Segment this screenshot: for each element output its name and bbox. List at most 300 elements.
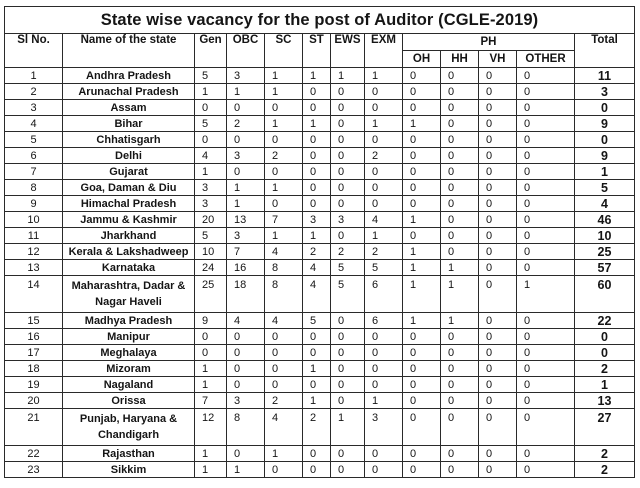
cell-obc: 0 — [227, 329, 265, 345]
cell-total: 9 — [575, 116, 635, 132]
cell-total: 2 — [575, 446, 635, 462]
cell-obc: 3 — [227, 148, 265, 164]
cell-total: 25 — [575, 244, 635, 260]
cell-st: 1 — [303, 393, 331, 409]
cell-state: Himachal Pradesh — [63, 196, 195, 212]
cell-exm: 1 — [365, 393, 403, 409]
cell-sl: 20 — [5, 393, 63, 409]
cell-oh: 0 — [403, 329, 441, 345]
cell-total: 1 — [575, 164, 635, 180]
header-obc: OBC — [227, 34, 265, 68]
cell-other: 0 — [517, 244, 575, 260]
cell-state: Gujarat — [63, 164, 195, 180]
cell-gen: 0 — [195, 100, 227, 116]
cell-vh: 0 — [479, 196, 517, 212]
cell-ews: 0 — [331, 377, 365, 393]
cell-vh: 0 — [479, 180, 517, 196]
cell-hh: 0 — [441, 196, 479, 212]
cell-oh: 0 — [403, 132, 441, 148]
header-total: Total — [575, 34, 635, 68]
cell-obc: 0 — [227, 446, 265, 462]
cell-vh: 0 — [479, 164, 517, 180]
cell-other: 0 — [517, 377, 575, 393]
cell-ews: 0 — [331, 345, 365, 361]
cell-hh: 0 — [441, 462, 479, 478]
cell-oh: 0 — [403, 377, 441, 393]
cell-hh: 0 — [441, 244, 479, 260]
cell-st: 0 — [303, 180, 331, 196]
cell-obc: 0 — [227, 377, 265, 393]
table-row — [5, 132, 635, 148]
cell-exm: 1 — [365, 68, 403, 84]
cell-ews: 0 — [331, 329, 365, 345]
cell-other: 0 — [517, 68, 575, 84]
cell-st: 1 — [303, 116, 331, 132]
cell-st: 0 — [303, 148, 331, 164]
header-ews: EWS — [331, 34, 365, 68]
cell-ews: 0 — [331, 148, 365, 164]
cell-exm: 0 — [365, 462, 403, 478]
cell-obc: 1 — [227, 462, 265, 478]
cell-hh: 0 — [441, 329, 479, 345]
table-row — [5, 100, 635, 116]
table-row — [5, 148, 635, 164]
cell-state: Kerala & Lakshadweep — [63, 244, 195, 260]
cell-gen: 3 — [195, 196, 227, 212]
cell-other: 0 — [517, 409, 575, 446]
cell-vh: 0 — [479, 84, 517, 100]
cell-sl: 8 — [5, 180, 63, 196]
table-row — [5, 329, 635, 345]
cell-exm: 0 — [365, 180, 403, 196]
cell-total: 9 — [575, 148, 635, 164]
cell-sc: 4 — [265, 409, 303, 446]
cell-exm: 2 — [365, 148, 403, 164]
cell-state: Meghalaya — [63, 345, 195, 361]
table-row — [5, 409, 635, 446]
cell-hh: 0 — [441, 409, 479, 446]
cell-sc: 0 — [265, 377, 303, 393]
cell-vh: 0 — [479, 313, 517, 329]
cell-vh: 0 — [479, 244, 517, 260]
cell-total: 0 — [575, 345, 635, 361]
cell-state: Sikkim — [63, 462, 195, 478]
cell-st: 0 — [303, 164, 331, 180]
table-row — [5, 462, 635, 478]
cell-gen: 1 — [195, 361, 227, 377]
cell-ews: 0 — [331, 313, 365, 329]
cell-vh: 0 — [479, 276, 517, 313]
table-row — [5, 260, 635, 276]
cell-gen: 1 — [195, 446, 227, 462]
cell-total: 5 — [575, 180, 635, 196]
cell-gen: 1 — [195, 462, 227, 478]
cell-total: 13 — [575, 393, 635, 409]
cell-ews: 5 — [331, 260, 365, 276]
cell-state: Arunachal Pradesh — [63, 84, 195, 100]
cell-ews: 0 — [331, 196, 365, 212]
cell-obc: 3 — [227, 68, 265, 84]
cell-ews: 0 — [331, 180, 365, 196]
cell-sc: 0 — [265, 100, 303, 116]
cell-vh: 0 — [479, 345, 517, 361]
cell-obc: 0 — [227, 345, 265, 361]
cell-hh: 0 — [441, 361, 479, 377]
cell-hh: 0 — [441, 393, 479, 409]
cell-sl: 9 — [5, 196, 63, 212]
cell-state: Nagaland — [63, 377, 195, 393]
table-body — [5, 68, 635, 478]
cell-total: 1 — [575, 377, 635, 393]
cell-gen: 1 — [195, 84, 227, 100]
cell-hh: 0 — [441, 68, 479, 84]
cell-sc: 0 — [265, 462, 303, 478]
cell-total: 22 — [575, 313, 635, 329]
cell-st: 3 — [303, 212, 331, 228]
cell-sl: 4 — [5, 116, 63, 132]
cell-st: 4 — [303, 260, 331, 276]
cell-exm: 0 — [365, 345, 403, 361]
cell-sl: 15 — [5, 313, 63, 329]
cell-exm: 0 — [365, 329, 403, 345]
cell-other: 0 — [517, 228, 575, 244]
cell-total: 11 — [575, 68, 635, 84]
cell-ews: 2 — [331, 244, 365, 260]
header-vh: VH — [479, 51, 517, 68]
cell-vh: 0 — [479, 260, 517, 276]
cell-ews: 3 — [331, 212, 365, 228]
cell-total: 0 — [575, 329, 635, 345]
header-state-name: Name of the state — [63, 34, 195, 68]
cell-sc: 1 — [265, 68, 303, 84]
cell-state: Delhi — [63, 148, 195, 164]
cell-ews: 0 — [331, 462, 365, 478]
cell-ews: 0 — [331, 100, 365, 116]
cell-exm: 6 — [365, 276, 403, 313]
cell-gen: 7 — [195, 393, 227, 409]
cell-sl: 5 — [5, 132, 63, 148]
cell-st: 0 — [303, 329, 331, 345]
cell-st: 0 — [303, 462, 331, 478]
cell-exm: 0 — [365, 164, 403, 180]
cell-hh: 0 — [441, 345, 479, 361]
cell-sl: 18 — [5, 361, 63, 377]
cell-ews: 0 — [331, 446, 365, 462]
cell-obc: 18 — [227, 276, 265, 313]
cell-gen: 5 — [195, 228, 227, 244]
cell-other: 0 — [517, 100, 575, 116]
cell-exm: 2 — [365, 244, 403, 260]
cell-sl: 2 — [5, 84, 63, 100]
cell-sc: 1 — [265, 84, 303, 100]
cell-sc: 1 — [265, 116, 303, 132]
cell-st: 0 — [303, 345, 331, 361]
cell-obc: 1 — [227, 84, 265, 100]
cell-gen: 5 — [195, 116, 227, 132]
vacancy-table — [4, 6, 635, 478]
header-gen: Gen — [195, 34, 227, 68]
cell-oh: 0 — [403, 84, 441, 100]
cell-sl: 23 — [5, 462, 63, 478]
cell-other: 0 — [517, 260, 575, 276]
cell-state: Orissa — [63, 393, 195, 409]
cell-gen: 1 — [195, 164, 227, 180]
cell-total: 60 — [575, 276, 635, 313]
cell-vh: 0 — [479, 377, 517, 393]
cell-oh: 0 — [403, 446, 441, 462]
cell-total: 3 — [575, 84, 635, 100]
cell-gen: 10 — [195, 244, 227, 260]
cell-sl: 16 — [5, 329, 63, 345]
table-row — [5, 84, 635, 100]
cell-hh: 0 — [441, 84, 479, 100]
cell-state: Goa, Daman & Diu — [63, 180, 195, 196]
cell-obc: 8 — [227, 409, 265, 446]
cell-ews: 0 — [331, 228, 365, 244]
cell-vh: 0 — [479, 148, 517, 164]
cell-oh: 0 — [403, 361, 441, 377]
cell-sl: 11 — [5, 228, 63, 244]
cell-st: 0 — [303, 84, 331, 100]
cell-sc: 2 — [265, 148, 303, 164]
cell-other: 0 — [517, 196, 575, 212]
cell-state: Manipur — [63, 329, 195, 345]
cell-sl: 3 — [5, 100, 63, 116]
cell-total: 27 — [575, 409, 635, 446]
cell-obc: 4 — [227, 313, 265, 329]
table-row — [5, 313, 635, 329]
header-ph: PH — [403, 34, 575, 51]
cell-vh: 0 — [479, 68, 517, 84]
table-row — [5, 228, 635, 244]
table-row — [5, 68, 635, 84]
table-row — [5, 164, 635, 180]
cell-sl: 7 — [5, 164, 63, 180]
cell-oh: 0 — [403, 409, 441, 446]
cell-sc: 8 — [265, 260, 303, 276]
cell-st: 0 — [303, 446, 331, 462]
cell-exm: 3 — [365, 409, 403, 446]
cell-sc: 0 — [265, 164, 303, 180]
cell-hh: 0 — [441, 212, 479, 228]
cell-sl: 21 — [5, 409, 63, 446]
cell-oh: 1 — [403, 313, 441, 329]
cell-sl: 14 — [5, 276, 63, 313]
cell-ews: 5 — [331, 276, 365, 313]
cell-exm: 1 — [365, 116, 403, 132]
cell-exm: 4 — [365, 212, 403, 228]
vacancy-document — [4, 6, 632, 478]
cell-exm: 0 — [365, 377, 403, 393]
cell-obc: 3 — [227, 393, 265, 409]
cell-total: 0 — [575, 132, 635, 148]
table-row — [5, 345, 635, 361]
cell-other: 0 — [517, 164, 575, 180]
cell-hh: 1 — [441, 313, 479, 329]
cell-ews: 0 — [331, 393, 365, 409]
cell-gen: 25 — [195, 276, 227, 313]
cell-obc: 2 — [227, 116, 265, 132]
cell-gen: 20 — [195, 212, 227, 228]
cell-gen: 12 — [195, 409, 227, 446]
cell-gen: 9 — [195, 313, 227, 329]
cell-st: 5 — [303, 313, 331, 329]
cell-gen: 4 — [195, 148, 227, 164]
cell-state: Punjab, Haryana & Chandigarh — [63, 409, 195, 446]
cell-hh: 0 — [441, 164, 479, 180]
cell-oh: 1 — [403, 212, 441, 228]
cell-obc: 1 — [227, 180, 265, 196]
cell-st: 2 — [303, 409, 331, 446]
cell-exm: 0 — [365, 100, 403, 116]
cell-other: 0 — [517, 313, 575, 329]
cell-oh: 0 — [403, 462, 441, 478]
table-row — [5, 393, 635, 409]
cell-gen: 5 — [195, 68, 227, 84]
cell-sc: 1 — [265, 228, 303, 244]
table-title: State wise vacancy for the post of Auditor (CGLE-2019) — [5, 7, 635, 34]
cell-sl: 12 — [5, 244, 63, 260]
cell-vh: 0 — [479, 228, 517, 244]
cell-sl: 13 — [5, 260, 63, 276]
cell-total: 0 — [575, 100, 635, 116]
header-st: ST — [303, 34, 331, 68]
cell-other: 0 — [517, 148, 575, 164]
cell-sc: 0 — [265, 345, 303, 361]
cell-oh: 0 — [403, 68, 441, 84]
cell-oh: 0 — [403, 180, 441, 196]
cell-total: 10 — [575, 228, 635, 244]
cell-other: 0 — [517, 462, 575, 478]
cell-sl: 1 — [5, 68, 63, 84]
cell-sc: 8 — [265, 276, 303, 313]
cell-sc: 4 — [265, 313, 303, 329]
cell-oh: 0 — [403, 148, 441, 164]
cell-hh: 1 — [441, 260, 479, 276]
cell-hh: 0 — [441, 100, 479, 116]
cell-state: Jammu & Kashmir — [63, 212, 195, 228]
cell-gen: 0 — [195, 345, 227, 361]
cell-vh: 0 — [479, 116, 517, 132]
cell-st: 0 — [303, 196, 331, 212]
cell-vh: 0 — [479, 329, 517, 345]
cell-other: 0 — [517, 393, 575, 409]
cell-state: Assam — [63, 100, 195, 116]
cell-hh: 1 — [441, 276, 479, 313]
cell-state: Rajasthan — [63, 446, 195, 462]
cell-obc: 0 — [227, 361, 265, 377]
cell-hh: 0 — [441, 148, 479, 164]
cell-other: 0 — [517, 84, 575, 100]
cell-st: 0 — [303, 132, 331, 148]
table-row — [5, 361, 635, 377]
cell-state: Mizoram — [63, 361, 195, 377]
cell-hh: 0 — [441, 228, 479, 244]
cell-st: 2 — [303, 244, 331, 260]
cell-hh: 0 — [441, 377, 479, 393]
header-hh: HH — [441, 51, 479, 68]
cell-other: 0 — [517, 329, 575, 345]
cell-obc: 3 — [227, 228, 265, 244]
cell-other: 0 — [517, 180, 575, 196]
cell-obc: 0 — [227, 132, 265, 148]
cell-exm: 0 — [365, 446, 403, 462]
cell-oh: 0 — [403, 100, 441, 116]
cell-sl: 19 — [5, 377, 63, 393]
cell-obc: 1 — [227, 196, 265, 212]
cell-st: 1 — [303, 361, 331, 377]
cell-exm: 6 — [365, 313, 403, 329]
cell-state: Jharkhand — [63, 228, 195, 244]
header-oh: OH — [403, 51, 441, 68]
cell-sl: 17 — [5, 345, 63, 361]
table-row — [5, 377, 635, 393]
cell-st: 1 — [303, 228, 331, 244]
cell-state: Chhatisgarh — [63, 132, 195, 148]
cell-ews: 0 — [331, 116, 365, 132]
cell-oh: 1 — [403, 260, 441, 276]
cell-oh: 1 — [403, 116, 441, 132]
cell-obc: 16 — [227, 260, 265, 276]
cell-exm: 0 — [365, 132, 403, 148]
cell-exm: 0 — [365, 196, 403, 212]
cell-gen: 0 — [195, 132, 227, 148]
cell-exm: 0 — [365, 361, 403, 377]
table-row — [5, 116, 635, 132]
cell-ews: 0 — [331, 132, 365, 148]
table-row — [5, 244, 635, 260]
cell-ews: 1 — [331, 409, 365, 446]
cell-gen: 0 — [195, 329, 227, 345]
cell-obc: 7 — [227, 244, 265, 260]
cell-vh: 0 — [479, 132, 517, 148]
cell-other: 0 — [517, 212, 575, 228]
cell-hh: 0 — [441, 446, 479, 462]
table-row — [5, 446, 635, 462]
cell-oh: 1 — [403, 244, 441, 260]
cell-exm: 5 — [365, 260, 403, 276]
cell-st: 0 — [303, 377, 331, 393]
cell-oh: 0 — [403, 228, 441, 244]
cell-other: 0 — [517, 361, 575, 377]
cell-state: Madhya Pradesh — [63, 313, 195, 329]
cell-oh: 0 — [403, 345, 441, 361]
header-sl-no: Sl No. — [5, 34, 63, 68]
cell-sl: 10 — [5, 212, 63, 228]
cell-vh: 0 — [479, 462, 517, 478]
cell-other: 0 — [517, 132, 575, 148]
cell-total: 46 — [575, 212, 635, 228]
cell-sc: 1 — [265, 446, 303, 462]
table-row — [5, 212, 635, 228]
cell-ews: 0 — [331, 361, 365, 377]
cell-sc: 7 — [265, 212, 303, 228]
cell-other: 0 — [517, 116, 575, 132]
cell-exm: 0 — [365, 84, 403, 100]
cell-vh: 0 — [479, 361, 517, 377]
cell-oh: 1 — [403, 276, 441, 313]
cell-hh: 0 — [441, 132, 479, 148]
cell-vh: 0 — [479, 212, 517, 228]
cell-sc: 0 — [265, 196, 303, 212]
cell-sc: 2 — [265, 393, 303, 409]
cell-vh: 0 — [479, 100, 517, 116]
cell-obc: 0 — [227, 164, 265, 180]
cell-gen: 1 — [195, 377, 227, 393]
cell-state: Andhra Pradesh — [63, 68, 195, 84]
cell-total: 2 — [575, 361, 635, 377]
cell-gen: 3 — [195, 180, 227, 196]
